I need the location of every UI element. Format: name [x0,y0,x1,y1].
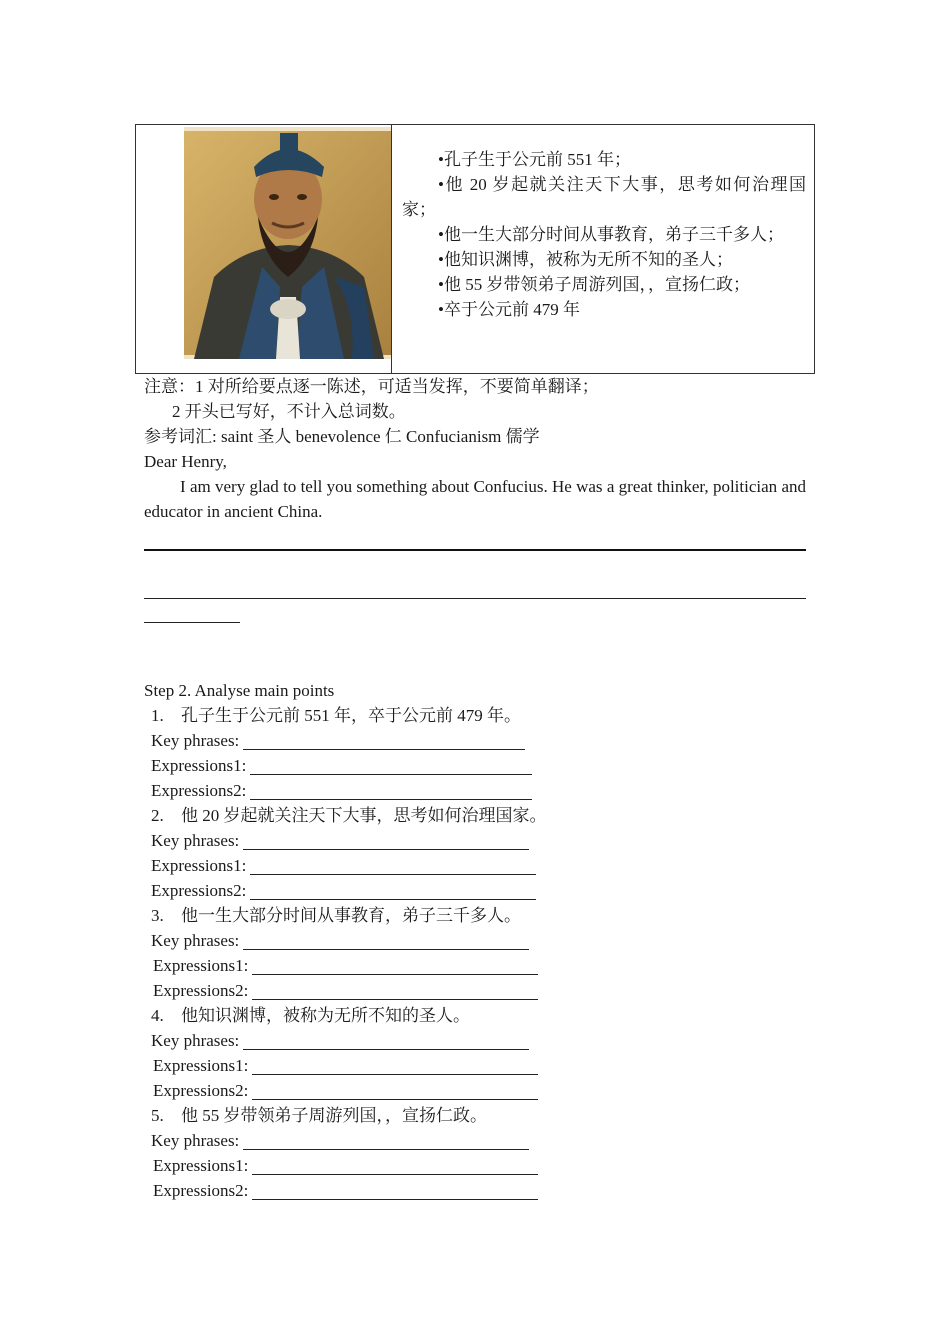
key-point: •他一生大部分时间从事教育，弟子三千多人； [438,225,784,244]
expressions2-label: Expressions2: [153,981,249,1000]
key-phrases-label: Key phrases: [151,831,240,850]
expressions2-label: Expressions2: [151,881,247,900]
expressions2-label: Expressions2: [153,1081,249,1100]
info-table [135,124,815,374]
vocab-line: 参考词汇: saint 圣人 benevolence 仁 Confucianism 儒学 [144,427,540,446]
expressions1-blank[interactable] [250,856,536,875]
key-point: •他 55 岁带领弟子周游列国，，宣扬仁政； [438,275,750,294]
key-phrases-label: Key phrases: [151,731,240,750]
expressions2-label: Expressions2: [151,781,247,800]
expressions2-blank[interactable] [252,981,538,1000]
item-text: 他一生大部分时间从事教育，弟子三千多人。 [181,906,521,925]
analysis-item [144,903,806,1003]
key-phrases-blank[interactable] [243,1131,529,1150]
instructions [144,374,806,524]
item-number: 3. [151,906,164,925]
key-point: •孔子生于公元前 551 年； [438,150,631,169]
expressions1-label: Expressions1: [153,1056,249,1075]
expressions1-label: Expressions1: [153,1156,249,1175]
item-number: 4. [151,1006,164,1025]
key-point: •他知识渊博，被称为无所不知的圣人； [438,250,733,269]
expressions1-label: Expressions1: [151,856,247,875]
step2-section [144,678,806,1203]
expressions1-blank[interactable] [252,1156,538,1175]
item-number: 2. [151,806,164,825]
expressions1-blank[interactable] [252,1056,538,1075]
key-phrases-blank[interactable] [243,1031,529,1050]
writing-line[interactable] [144,622,240,623]
expressions1-blank[interactable] [252,956,538,975]
note-line-1: 注意：1 对所给要点逐一陈述，可适当发挥，不要简单翻译； [144,377,599,396]
item-text: 他 55 岁带领弟子周游列国，，宣扬仁政。 [181,1106,487,1125]
letter-body: I am very glad to tell you something about Confucius. He was a great thinker, politician and educator in ancient China. [144,477,806,521]
writing-line[interactable] [144,549,806,551]
expressions2-blank[interactable] [250,881,536,900]
analysis-item [144,1103,806,1203]
confucius-portrait-icon [184,127,392,359]
analysis-item [144,803,806,903]
note-line-2: 2 开头已写好，不计入总词数。 [172,402,406,421]
expressions2-label: Expressions2: [153,1181,249,1200]
expressions1-blank[interactable] [250,756,532,775]
item-text: 他知识渊博，被称为无所不知的圣人。 [181,1006,470,1025]
key-point: •他 20 岁起就关注天下大事，思考如何治理国家； [402,175,806,219]
item-text: 孔子生于公元前 551 年，卒于公元前 479 年。 [181,706,521,725]
expressions1-label: Expressions1: [153,956,249,975]
analysis-item [144,703,806,803]
key-phrases-label: Key phrases: [151,931,240,950]
key-phrases-blank[interactable] [243,731,525,750]
expressions1-label: Expressions1: [151,756,247,775]
letter-greeting: Dear Henry, [144,452,227,471]
analysis-item [144,1003,806,1103]
key-phrases-blank[interactable] [243,931,529,950]
writing-line[interactable] [144,598,806,599]
item-text: 他 20 岁起就关注天下大事，思考如何治理国家。 [181,806,547,825]
table-divider [391,125,392,373]
step2-heading: Step 2. Analyse main points [144,681,335,700]
expressions2-blank[interactable] [250,781,532,800]
key-phrases-blank[interactable] [243,831,529,850]
expressions2-blank[interactable] [252,1181,538,1200]
item-number: 5. [151,1106,164,1125]
key-points-list [402,147,806,322]
item-number: 1. [151,706,164,725]
expressions2-blank[interactable] [252,1081,538,1100]
key-point: •卒于公元前 479 年 [438,300,580,319]
key-phrases-label: Key phrases: [151,1031,240,1050]
key-phrases-label: Key phrases: [151,1131,240,1150]
